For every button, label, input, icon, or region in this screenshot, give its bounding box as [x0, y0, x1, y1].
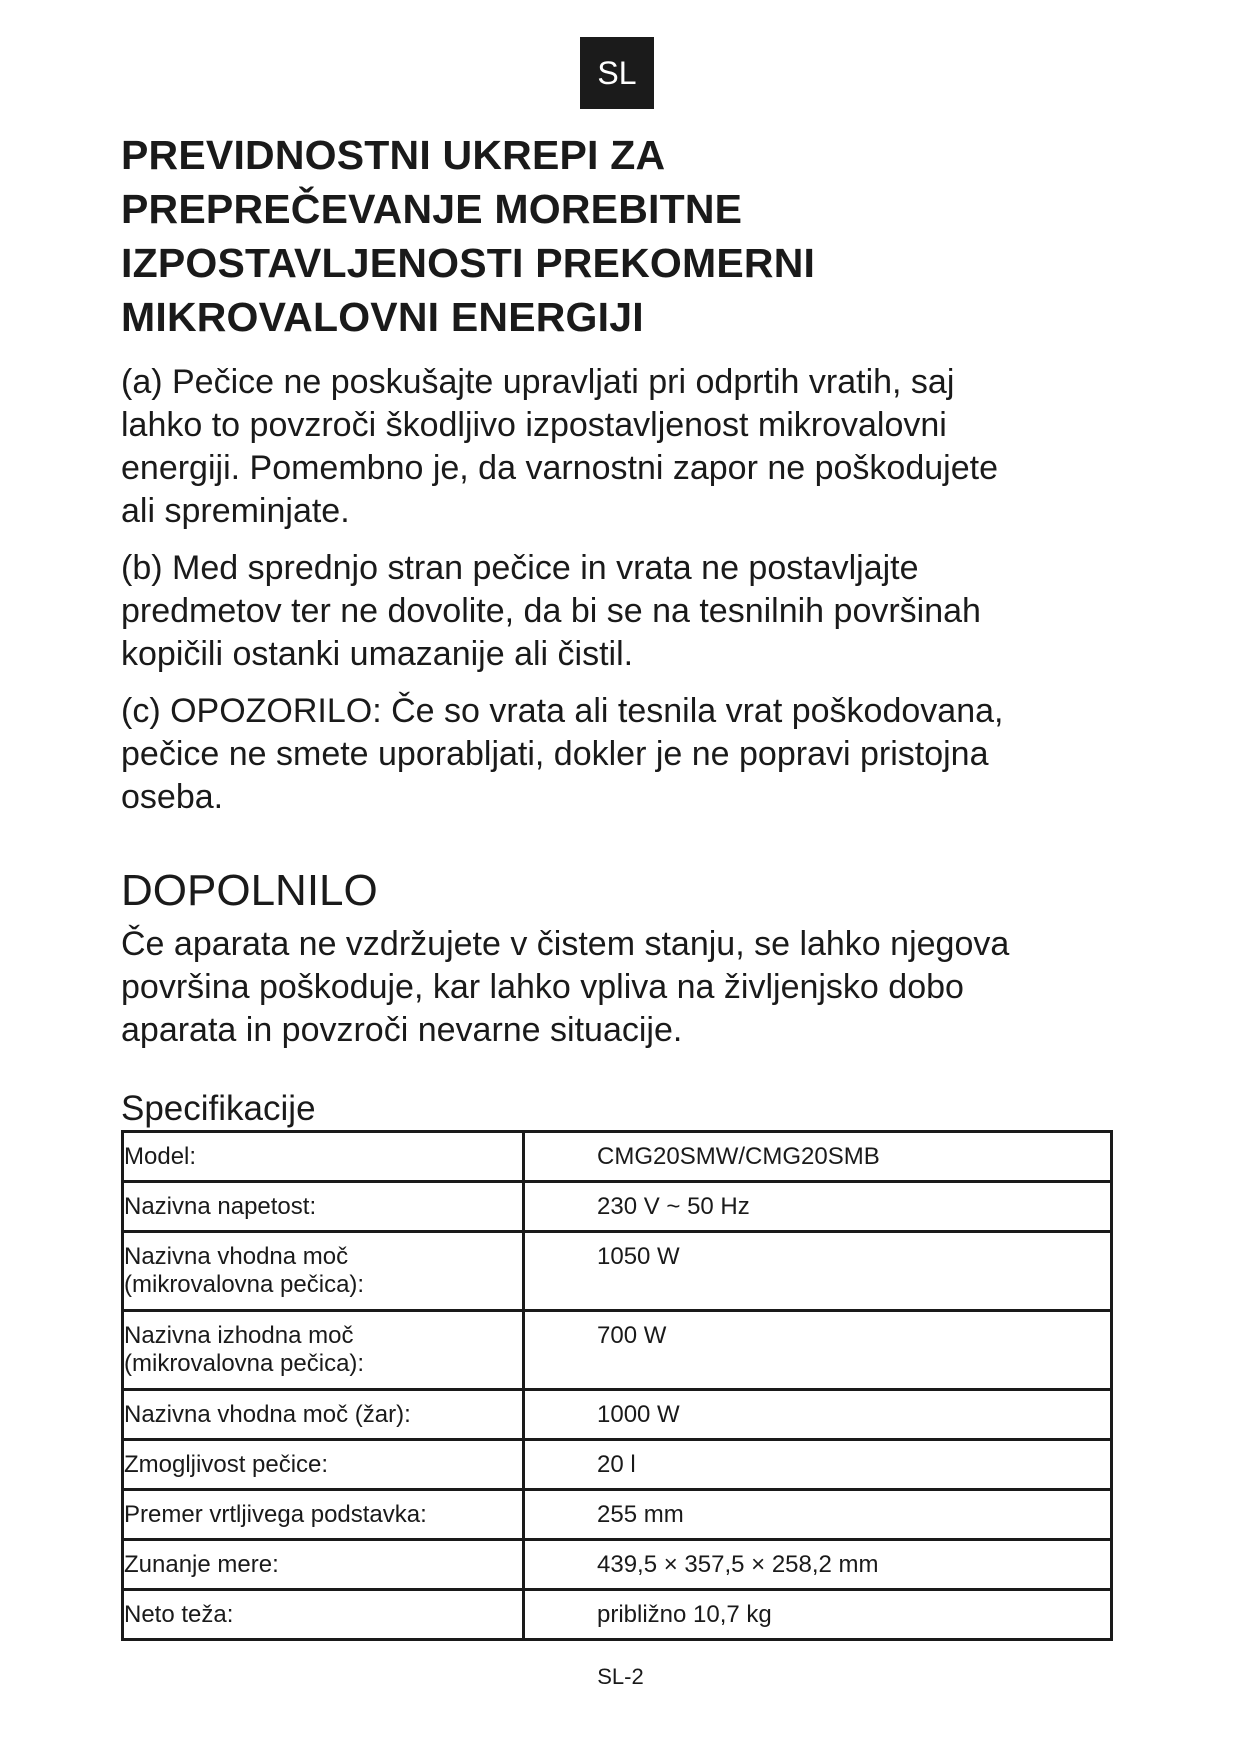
table-row — [123, 1540, 1112, 1590]
paragraph-line: ali spreminjate. — [121, 492, 350, 530]
paragraph-line: (b) Med sprednjo stran pečice in vrata ne postavljajte — [121, 549, 919, 587]
spec-label: Nazivna izhodna moč (mikrovalovna pečica): — [123, 1311, 524, 1390]
paragraph-b — [121, 547, 1121, 676]
spec-label: Neto teža: — [123, 1590, 524, 1640]
page-heading — [121, 128, 1121, 344]
table-row — [123, 1132, 1112, 1182]
spec-label: Zunanje mere: — [123, 1540, 524, 1590]
spec-value: 255 mm — [524, 1490, 1112, 1540]
spec-value: 230 V ~ 50 Hz — [524, 1182, 1112, 1232]
spec-label: Nazivna vhodna moč (mikrovalovna pečica): — [123, 1232, 524, 1311]
paragraph-line: (c) OPOZORILO: Če so vrata ali tesnila vrat poškodovana, — [121, 692, 1004, 730]
spec-label: Premer vrtljivega podstavka: — [123, 1490, 524, 1540]
table-row — [123, 1490, 1112, 1540]
paragraph-a — [121, 361, 1121, 533]
paragraph-line: (a) Pečice ne poskušajte upravljati pri odprtih vratih, saj — [121, 363, 955, 401]
main-content — [121, 128, 1121, 1131]
spec-label: Nazivna napetost: — [123, 1182, 524, 1232]
heading-line: PREVIDNOSTNI UKREPI ZA — [121, 132, 666, 178]
language-badge: SL — [580, 37, 654, 109]
heading-line: IZPOSTAVLJENOSTI PREKOMERNI — [121, 240, 816, 286]
spec-label: Model: — [123, 1132, 524, 1182]
spec-value: 1000 W — [524, 1390, 1112, 1440]
paragraph-line: lahko to povzroči škodljivo izpostavljenost mikrovalovni — [121, 406, 947, 444]
paragraph-line: energiji. Pomembno je, da varnostni zapor ne poškodujete — [121, 449, 998, 487]
table-row — [123, 1232, 1112, 1311]
table-row — [123, 1590, 1112, 1640]
spec-value: CMG20SMW/CMG20SMB — [524, 1132, 1112, 1182]
page-number: SL-2 — [597, 1664, 644, 1689]
table-row — [123, 1311, 1112, 1390]
spec-value: 439,5 × 357,5 × 258,2 mm — [524, 1540, 1112, 1590]
spec-label: Nazivna vhodna moč (žar): — [123, 1390, 524, 1440]
paragraph-line: površina poškoduje, kar lahko vpliva na življenjsko dobo — [121, 968, 964, 1006]
paragraph-c — [121, 690, 1121, 819]
heading-line: MIKROVALOVNI ENERGIJI — [121, 294, 644, 340]
spec-value: 1050 W — [524, 1232, 1112, 1311]
paragraph-line: pečice ne smete uporabljati, dokler je ne popravi pristojna — [121, 735, 989, 773]
spec-value: približno 10,7 kg — [524, 1590, 1112, 1640]
spec-value: 20 l — [524, 1440, 1112, 1490]
spec-value: 700 W — [524, 1311, 1112, 1390]
paragraph-line: predmetov ter ne dovolite, da bi se na tesnilnih površinah — [121, 592, 981, 630]
supplement-paragraph — [121, 923, 1121, 1052]
paragraph-line: Če aparata ne vzdržujete v čistem stanju, se lahko njegova — [121, 925, 1010, 963]
paragraph-line: kopičili ostanki umazanije ali čistil. — [121, 635, 634, 673]
heading-line: PREPREČEVANJE MOREBITNE — [121, 186, 743, 232]
paragraph-line: oseba. — [121, 778, 224, 816]
paragraph-line: aparata in povzroči nevarne situacije. — [121, 1011, 683, 1049]
specifications-table — [121, 1130, 1113, 1641]
table-row — [123, 1440, 1112, 1490]
specifications-title: Specifikacije — [121, 1089, 316, 1128]
table-row — [123, 1182, 1112, 1232]
supplement-title: DOPOLNILO — [121, 866, 378, 915]
table-row — [123, 1390, 1112, 1440]
spec-label: Zmogljivost pečice: — [123, 1440, 524, 1490]
